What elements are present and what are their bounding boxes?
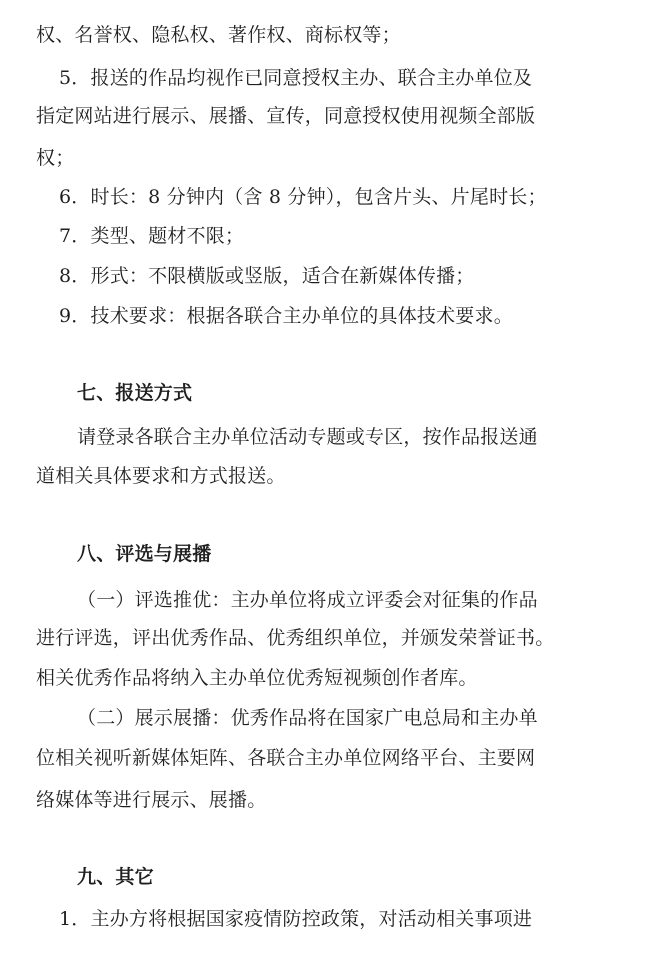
text-line: 权； — [36, 147, 75, 169]
text-line: 位相关视听新媒体矩阵、各联合主办单位网络平台、主要网 — [36, 747, 536, 769]
section-heading: 八、评选与展播 — [77, 543, 212, 565]
text-line: 指定网站进行展示、展播、宣传，同意授权使用视频全部版 — [36, 105, 536, 127]
text-line: 络媒体等进行展示、展播。 — [36, 789, 267, 811]
text-line: 5．报送的作品均视作已同意授权主办、联合主办单位及 — [59, 67, 533, 89]
section-heading: 七、报送方式 — [77, 382, 193, 404]
text-line: 6．时长：8 分钟内（含 8 分钟），包含片头、片尾时长； — [59, 186, 547, 208]
text-line: 8．形式：不限横版或竖版，适合在新媒体传播； — [59, 265, 475, 287]
text-line: （一）评选推优：主办单位将成立评委会对征集的作品 — [77, 589, 538, 611]
text-line: （二）展示展播：优秀作品将在国家广电总局和主办单 — [77, 707, 538, 729]
text-line: 道相关具体要求和方式报送。 — [36, 465, 286, 487]
text-line: 请登录各联合主办单位活动专题或专区，按作品报送通 — [77, 426, 538, 448]
text-line: 进行评选，评出优秀作品、优秀组织单位，并颁发荣誉证书。 — [36, 627, 555, 649]
section-heading: 九、其它 — [77, 866, 154, 888]
text-line: 相关优秀作品将纳入主办单位优秀短视频创作者库。 — [36, 667, 478, 689]
text-line: 7．类型、题材不限； — [59, 225, 245, 247]
text-line: 9．技术要求：根据各联合主办单位的具体技术要求。 — [59, 305, 513, 327]
text-line: 权、名誉权、隐私权、著作权、商标权等； — [36, 24, 401, 46]
text-line: 1．主办方将根据国家疫情防控政策，对活动相关事项进 — [59, 908, 533, 930]
